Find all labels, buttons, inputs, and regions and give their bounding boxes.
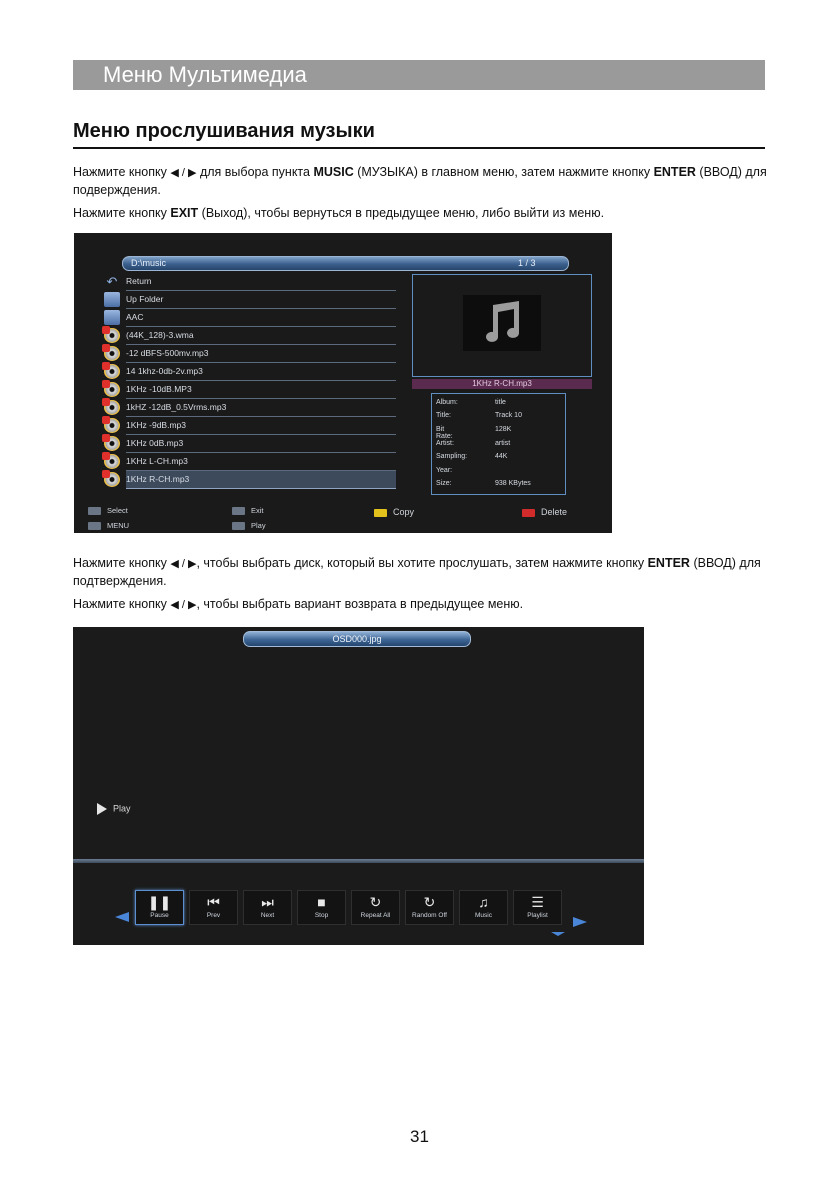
playback-screenshot <box>73 627 644 945</box>
random-icon: ↻ <box>423 894 436 910</box>
section-divider <box>73 147 765 149</box>
stop-icon: ■ <box>317 894 326 910</box>
album-art-preview <box>412 274 592 377</box>
pause-icon: ❚❚ <box>147 894 172 910</box>
section-title: Меню прослушивания музыки <box>73 120 375 142</box>
hint-copy: Copy <box>374 507 414 517</box>
list-item[interactable]: Up Folder <box>104 291 404 309</box>
random-off-button[interactable]: ↻ Random Off <box>405 890 454 925</box>
playlist-icon: ☰ <box>531 894 544 910</box>
chapter-title: Меню Мультимедиа <box>103 62 307 87</box>
instruction-paragraph-1: Нажмите кнопку ◀ / ▶ для выбора пункта MUSIC (МУЗЫКА) в главном меню, затем нажмите кнопку ENTER (ВВОД) для подверждения. <box>73 165 767 197</box>
list-item[interactable]: AAC <box>104 309 404 327</box>
list-item[interactable]: (44K_128)-3.wma <box>104 327 404 345</box>
music-file-icon <box>104 454 120 469</box>
hint-play: Play <box>232 521 266 530</box>
list-item[interactable]: -12 dBFS-500mv.mp3 <box>104 345 404 363</box>
page-indicator: 1 / 3 <box>518 258 536 268</box>
instruction-paragraph-4: Нажмите кнопку ◀ / ▶, чтобы выбрать вариант возврата в предыдущее меню. <box>73 597 524 611</box>
pause-button[interactable]: ❚❚ Pause <box>135 890 184 925</box>
play-status: Play <box>97 803 131 815</box>
prev-icon: ⏮ <box>207 894 220 910</box>
music-browser-screenshot <box>74 233 612 533</box>
scroll-left-icon[interactable] <box>115 912 129 922</box>
repeat-icon: ↻ <box>369 894 382 910</box>
left-right-arrows-icon: ◀ / ▶ <box>170 599 197 611</box>
music-file-icon <box>104 364 120 379</box>
track-info-panel: Album: title Title: Track 10 Bit Rate: 128K Artist: artist Sampling: 44K Year: Size: 938 KBytes <box>431 393 566 495</box>
list-item[interactable]: 1KHz -9dB.mp3 <box>104 417 404 435</box>
prev-button[interactable]: ⏮ Prev <box>189 890 238 925</box>
list-item[interactable]: 1KHz L-CH.mp3 <box>104 453 404 471</box>
path-bar <box>122 256 569 271</box>
music-button[interactable]: ♫ Music <box>459 890 508 925</box>
next-button[interactable]: ⏭ Next <box>243 890 292 925</box>
play-key-icon <box>232 522 245 530</box>
instruction-paragraph-2: Нажмите кнопку EXIT (Выход), чтобы вернуться в предыдущее меню, либо выйти из меню. <box>73 206 605 220</box>
folder-icon <box>104 292 120 307</box>
list-item-selected[interactable]: 1KHz R-CH.mp3 <box>104 471 404 489</box>
folder-icon <box>104 310 120 325</box>
return-icon: ↶ <box>106 274 118 289</box>
music-file-icon <box>104 328 120 343</box>
list-item[interactable]: ↶ Return <box>104 273 404 291</box>
next-icon: ⏭ <box>261 894 274 910</box>
page-number: 31 <box>410 1127 429 1146</box>
stop-button[interactable]: ■ Stop <box>297 890 346 925</box>
updown-key-icon <box>88 507 101 515</box>
hint-select: Select <box>88 506 128 515</box>
list-item[interactable]: 1KHz 0dB.mp3 <box>104 435 404 453</box>
music-file-icon <box>104 346 120 361</box>
music-note-icon: ♫ <box>478 894 489 910</box>
playlist-button[interactable]: ☰ Playlist <box>513 890 562 925</box>
music-file-icon <box>104 472 120 487</box>
scroll-right-icon[interactable] <box>573 917 587 927</box>
control-divider <box>73 859 644 863</box>
music-file-icon <box>104 382 120 397</box>
repeat-all-button[interactable]: ↻ Repeat All <box>351 890 400 925</box>
play-icon <box>97 803 107 815</box>
music-file-icon <box>104 436 120 451</box>
current-path: D:\music <box>131 258 167 268</box>
instruction-paragraph-3: Нажмите кнопку ◀ / ▶, чтобы выбрать диск, который вы хотите прослушать, затем нажмите кнопку ENTER (ВВОД) для подтверждения. <box>73 556 761 588</box>
hint-exit: Exit <box>232 506 264 515</box>
exit-key-icon <box>232 507 245 515</box>
music-file-icon <box>104 400 120 415</box>
music-note-icon <box>463 295 541 351</box>
file-list <box>104 273 404 489</box>
red-key-icon <box>522 509 535 517</box>
music-file-icon <box>104 418 120 433</box>
list-item[interactable]: 14 1khz-0db-2v.mp3 <box>104 363 404 381</box>
hint-delete: Delete <box>522 507 567 517</box>
menu-key-icon <box>88 522 101 530</box>
left-right-arrows-icon: ◀ / ▶ <box>170 558 197 570</box>
playing-file-title: OSD000.jpg <box>243 631 471 647</box>
yellow-key-icon <box>374 509 387 517</box>
scroll-down-icon[interactable] <box>551 932 565 936</box>
hint-menu: MENU <box>88 521 129 530</box>
list-item[interactable]: 1KHz -10dB.MP3 <box>104 381 404 399</box>
left-right-arrows-icon: ◀ / ▶ <box>170 167 197 179</box>
chapter-header <box>73 60 765 90</box>
now-playing-title: 1KHz R-CH.mp3 <box>412 379 592 389</box>
list-item[interactable]: 1kHZ -12dB_0.5Vrms.mp3 <box>104 399 404 417</box>
